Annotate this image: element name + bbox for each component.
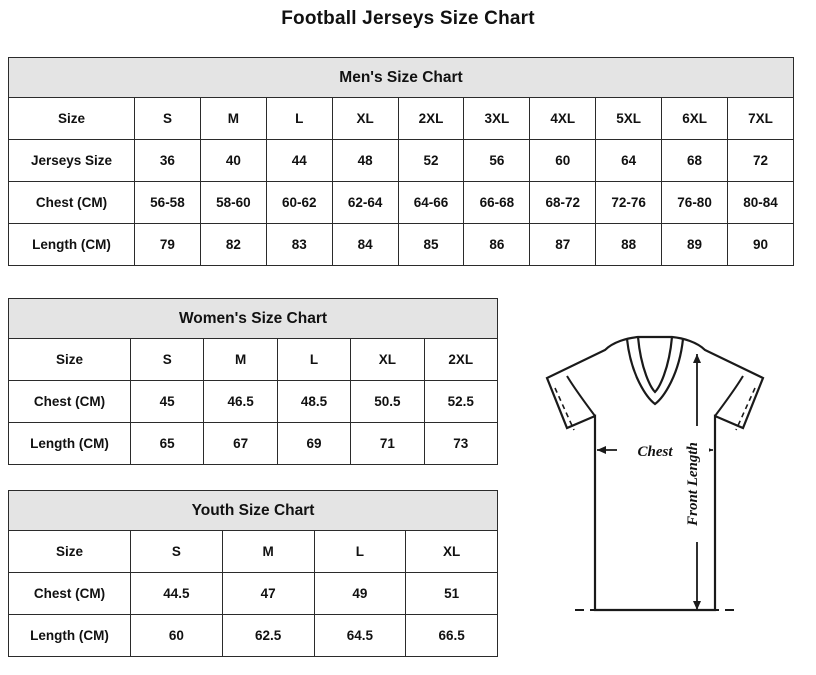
- cell: 83: [266, 224, 332, 266]
- cell: 7XL: [728, 98, 794, 140]
- cell: 62.5: [222, 615, 314, 657]
- cell: XL: [406, 531, 498, 573]
- collar-inner-icon: [627, 339, 683, 404]
- cell: 86: [464, 224, 530, 266]
- front-length-label: Front Length: [685, 442, 701, 526]
- table-row: [9, 423, 498, 465]
- length-arrow-top-icon: [693, 354, 701, 363]
- mens-size-chart: [8, 57, 794, 266]
- collar-icon: [638, 337, 672, 392]
- chest-arrow-left-icon: [597, 446, 606, 454]
- cell: 65: [131, 423, 204, 465]
- cell: 68-72: [530, 182, 596, 224]
- page-title: Football Jerseys Size Chart: [281, 8, 535, 29]
- cell: 56-58: [135, 182, 201, 224]
- row-label: Size: [9, 531, 131, 573]
- cell: 60: [530, 140, 596, 182]
- cell: 52.5: [424, 381, 497, 423]
- cell: 87: [530, 224, 596, 266]
- cell: 64.5: [314, 615, 406, 657]
- cell: S: [131, 531, 223, 573]
- cell: 56: [464, 140, 530, 182]
- row-label: Chest (CM): [9, 573, 131, 615]
- table-row: [9, 224, 794, 266]
- cell: 60-62: [266, 182, 332, 224]
- table-row: [9, 615, 498, 657]
- cell: 72-76: [596, 182, 662, 224]
- cell: 5XL: [596, 98, 662, 140]
- cell: S: [135, 98, 201, 140]
- womens-size-table: [8, 298, 498, 465]
- cell: 64-66: [398, 182, 464, 224]
- womens-table-caption: Women's Size Chart: [9, 299, 498, 339]
- cell: 76-80: [662, 182, 728, 224]
- cell: 80-84: [728, 182, 794, 224]
- mens-table-caption: Men's Size Chart: [9, 58, 794, 98]
- cell: M: [204, 339, 277, 381]
- cell: XL: [351, 339, 424, 381]
- cell: 73: [424, 423, 497, 465]
- cell: 72: [728, 140, 794, 182]
- cell: 3XL: [464, 98, 530, 140]
- row-label: Length (CM): [9, 224, 135, 266]
- cell: 44.5: [131, 573, 223, 615]
- row-label: Length (CM): [9, 615, 131, 657]
- cell: M: [200, 98, 266, 140]
- table-caption-row: [9, 491, 498, 531]
- cell: 44: [266, 140, 332, 182]
- jersey-outline-icon: [547, 337, 763, 610]
- cell: 66-68: [464, 182, 530, 224]
- cell: 82: [200, 224, 266, 266]
- cell: 48: [332, 140, 398, 182]
- cell: 48.5: [277, 381, 350, 423]
- cell: 60: [131, 615, 223, 657]
- table-row: [9, 573, 498, 615]
- table-row: [9, 339, 498, 381]
- cell: 2XL: [424, 339, 497, 381]
- row-label: Chest (CM): [9, 381, 131, 423]
- cell: 51: [406, 573, 498, 615]
- cell: 52: [398, 140, 464, 182]
- row-label: Jerseys Size: [9, 140, 135, 182]
- table-row: [9, 531, 498, 573]
- table-row: [9, 98, 794, 140]
- table-caption-row: [9, 299, 498, 339]
- cell: 68: [662, 140, 728, 182]
- womens-size-chart: [8, 298, 498, 465]
- cell: 49: [314, 573, 406, 615]
- youth-size-table: [8, 490, 498, 657]
- cell: 45: [131, 381, 204, 423]
- cell: 66.5: [406, 615, 498, 657]
- cell: 84: [332, 224, 398, 266]
- table-row: [9, 381, 498, 423]
- length-arrow-bottom-icon: [693, 601, 701, 610]
- right-sleeve-seam-icon: [715, 376, 743, 416]
- cell: 58-60: [200, 182, 266, 224]
- cell: 88: [596, 224, 662, 266]
- cell: 69: [277, 423, 350, 465]
- row-label: Size: [9, 339, 131, 381]
- cell: L: [314, 531, 406, 573]
- cell: 71: [351, 423, 424, 465]
- cell: 6XL: [662, 98, 728, 140]
- mens-size-table: [8, 57, 794, 266]
- cell: 64: [596, 140, 662, 182]
- row-label: Chest (CM): [9, 182, 135, 224]
- cell: L: [266, 98, 332, 140]
- cell: 2XL: [398, 98, 464, 140]
- cell: 90: [728, 224, 794, 266]
- chest-label: Chest: [637, 444, 673, 460]
- cell: 47: [222, 573, 314, 615]
- table-caption-row: [9, 58, 794, 98]
- cell: 85: [398, 224, 464, 266]
- cell: 89: [662, 224, 728, 266]
- cell: S: [131, 339, 204, 381]
- row-label: Size: [9, 98, 135, 140]
- left-sleeve-seam-icon: [567, 376, 595, 416]
- jersey-measurement-diagram: [505, 330, 805, 630]
- cell: 36: [135, 140, 201, 182]
- cell: 79: [135, 224, 201, 266]
- cell: 67: [204, 423, 277, 465]
- cell: 62-64: [332, 182, 398, 224]
- cell: XL: [332, 98, 398, 140]
- table-row: [9, 140, 794, 182]
- cell: 50.5: [351, 381, 424, 423]
- cell: M: [222, 531, 314, 573]
- youth-table-caption: Youth Size Chart: [9, 491, 498, 531]
- cell: 4XL: [530, 98, 596, 140]
- cell: 46.5: [204, 381, 277, 423]
- table-row: [9, 182, 794, 224]
- youth-size-chart: [8, 490, 498, 657]
- row-label: Length (CM): [9, 423, 131, 465]
- cell: 40: [200, 140, 266, 182]
- cell: L: [277, 339, 350, 381]
